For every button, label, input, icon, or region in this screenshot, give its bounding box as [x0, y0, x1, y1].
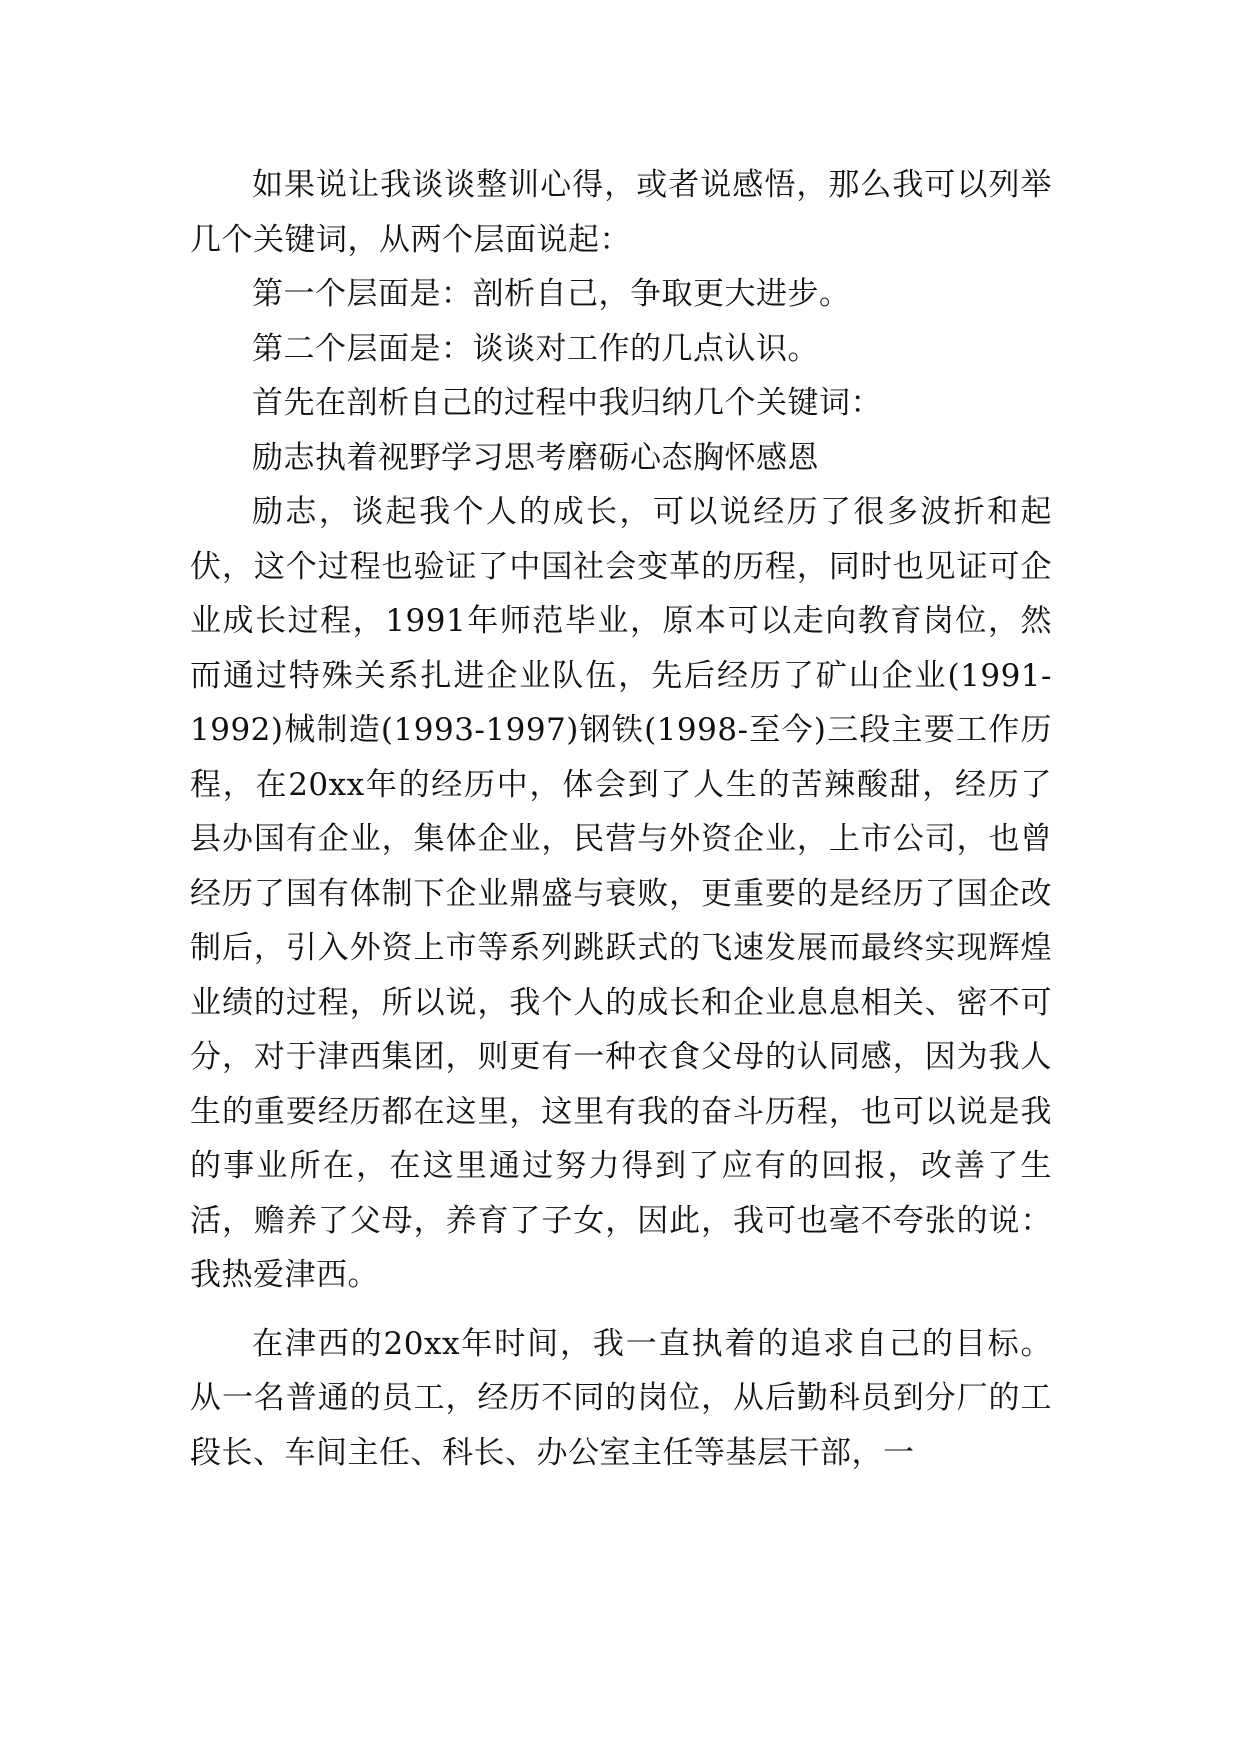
document-body	[190, 158, 1052, 1480]
paragraph-level-two: 第二个层面是：谈谈对工作的几点认识。	[252, 330, 819, 367]
paragraph-intro: 如果说让我谈谈整训心得，或者说感悟，那么我可以列举几个关键词，从两个层面说起：	[190, 167, 1052, 258]
paragraph-keywords: 励志执着视野学习思考磨砺心态胸怀感恩	[252, 439, 819, 476]
paragraph-level-one: 第一个层面是：剖析自己，争取更大进步。	[252, 276, 851, 312]
paragraph-persistence: 在津西的20xx年时间，我一直执着的追求自己的目标。从一名普通的员工，经历不同的岗位，从后勤科员到分厂的工段长、车间主任、科长、办公室主任等基层干部，一	[190, 1325, 1052, 1471]
paragraph-inspiration: 励志，谈起我个人的成长，可以说经历了很多波折和起伏，这个过程也验证了中国社会变革的历程，同时也见证可企业成长过程，1991年师范毕业，原本可以走向教育岗位，然而通过特殊关系扎进企业队伍，先后经历了矿山企业(1991-1992)械制造(1993-1997)钢铁(1998-至今)三段主要工作历程，在20xx年的经历中，体会到了人生的苦辣酸甜，经历了县办国有企业，集体企业，民营与外资企业，上市公司，也曾经历了国有体制下企业鼎盛与衰败，更重要的是经历了国企改制后，引入外资上市等系列跳跃式的飞速发展而最终实现辉煌业绩的过程，所以说，我个人的成长和企业息息相关、密不可分，对于津西集团，则更有一种衣食父母的认同感，因为我人生的重要经历都在这里，这里有我的奋斗历程，也可以说是我的事业所在，在这里通过努力得到了应有的回报，改善了生活，赡养了父母，养育了子女，因此，我可也毫不夸张的说：我热爱津西。	[190, 494, 1052, 1293]
paragraph-keywords-intro: 首先在剖析自己的过程中我归纳几个关键词：	[252, 385, 882, 421]
